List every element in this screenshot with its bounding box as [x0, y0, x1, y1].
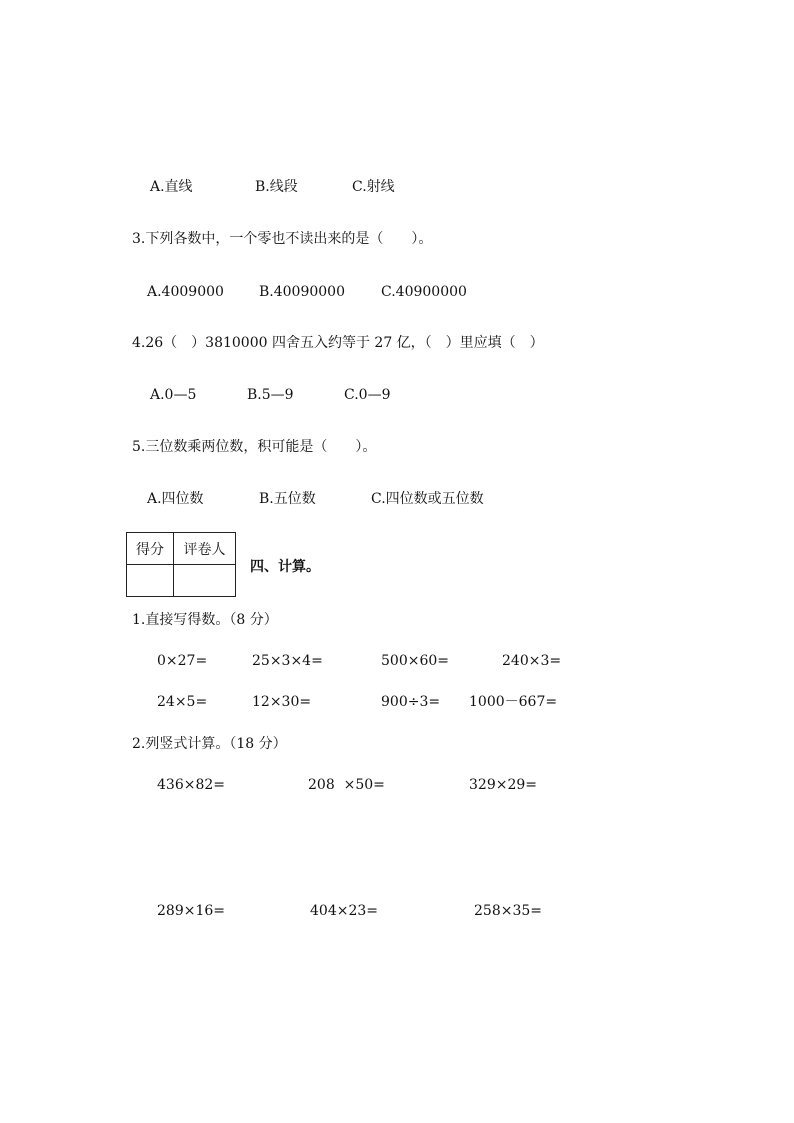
q4-option-b: B.5—9 [247, 387, 294, 403]
calc1-heading: 1.直接写得数。（8 分） [132, 612, 278, 628]
calc2-item: 208 ×50= [308, 777, 385, 793]
calc1-item: 1000－667= [469, 694, 558, 710]
q5-option-c: C.四位数或五位数 [371, 491, 484, 507]
calc1-item: 25×3×4= [252, 653, 323, 669]
q3-option-a: A.4009000 [147, 284, 224, 300]
score-box [126, 532, 236, 597]
q2-option-a: A.直线 [150, 179, 193, 195]
calc1-item: 240×3= [502, 653, 562, 669]
q5-option-b: B.五位数 [259, 491, 316, 507]
q5-stem: 5.三位数乘两位数，积可能是（ ）。 [132, 439, 377, 455]
calc1-item: 500×60= [381, 653, 449, 669]
calc1-item: 900÷3= [381, 694, 441, 710]
score-header: 得分 [127, 533, 174, 565]
section-4-title: 四、计算。 [250, 559, 320, 575]
calc1-item: 12×30= [252, 694, 312, 710]
q2-option-b: B.线段 [255, 179, 298, 195]
grader-cell[interactable] [174, 565, 236, 597]
calc2-item: 289×16= [157, 903, 225, 919]
calc2-item: 404×23= [310, 903, 378, 919]
q3-option-b: B.40090000 [259, 284, 345, 300]
q4-option-a: A.0—5 [150, 387, 197, 403]
q5-option-a: A.四位数 [147, 491, 204, 507]
q4-option-c: C.0—9 [344, 387, 391, 403]
q3-option-c: C.40900000 [381, 284, 467, 300]
q2-option-c: C.射线 [352, 179, 395, 195]
grader-header: 评卷人 [174, 533, 236, 565]
calc2-item: 436×82= [157, 777, 225, 793]
calc1-item: 0×27= [157, 653, 208, 669]
calc1-item: 24×5= [157, 694, 208, 710]
calc2-item: 258×35= [474, 903, 542, 919]
score-cell[interactable] [127, 565, 174, 597]
calc2-heading: 2.列竖式计算。（18 分） [132, 736, 287, 752]
q4-stem: 4.26（ ）3810000 四舍五入约等于 27 亿，（ ）里应填（ ） [132, 335, 544, 351]
calc2-item: 329×29= [469, 777, 537, 793]
q3-stem: 3.下列各数中，一个零也不读出来的是（ ）。 [132, 231, 433, 247]
